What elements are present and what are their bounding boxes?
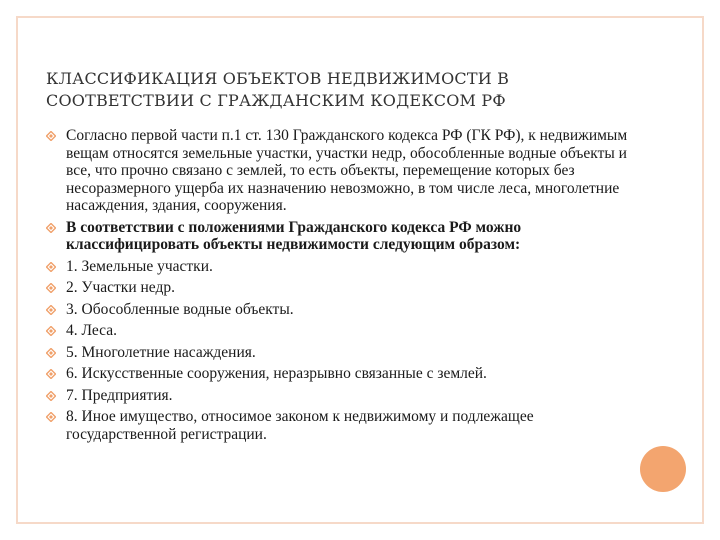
diamond-bullet-icon bbox=[46, 348, 56, 358]
bullet-item-5 bbox=[46, 344, 646, 362]
bullet-item-6 bbox=[46, 365, 646, 383]
slide-title-line-2: СООТВЕТСТВИИ С ГРАЖДАНСКИМ КОДЕКСОМ РФ bbox=[46, 91, 506, 110]
bullet-text: Согласно первой части п.1 ст. 130 Гражданского кодекса РФ (ГК РФ), к недвижимым вещам относятся земельные участки, участки недр, обособленные водные объекты и все, что прочно связано с землей, то есть объекты, перемещение которых без несоразмерного ущерба их назначению невозможно, в том числе леса, многолетние насаждения, здания, сооружения. bbox=[66, 127, 628, 214]
slide-title-line-1: КЛАССИФИКАЦИЯ ОБЪЕКТОВ НЕДВИЖИМОСТИ В bbox=[46, 69, 510, 88]
slide-title bbox=[46, 68, 646, 112]
diamond-bullet-icon bbox=[46, 223, 56, 233]
bullet-list bbox=[46, 127, 646, 447]
bullet-item-intro bbox=[46, 127, 646, 215]
bullet-text: 5. Многолетние насаждения. bbox=[66, 343, 256, 361]
bullet-text: 4. Леса. bbox=[66, 322, 117, 339]
decorative-orange-circle bbox=[640, 446, 686, 492]
bullet-text: 8. Иное имущество, относимое законом к недвижимому и подлежащее государственной регистрации. bbox=[66, 408, 534, 443]
bullet-text: В соответствии с положениями Гражданского кодекса РФ можно классифицировать объекты недвижимости следующим образом: bbox=[66, 218, 522, 253]
bullet-text: 3. Обособленные водные объекты. bbox=[66, 300, 294, 318]
bullet-text: 6. Искусственные сооружения, неразрывно связанные с землей. bbox=[66, 365, 487, 382]
diamond-bullet-icon bbox=[46, 326, 56, 336]
bullet-item-4 bbox=[46, 322, 646, 340]
bullet-item-2 bbox=[46, 279, 646, 297]
diamond-bullet-icon bbox=[46, 369, 56, 379]
bullet-item-1 bbox=[46, 258, 646, 276]
bullet-item-classification bbox=[46, 219, 646, 254]
diamond-bullet-icon bbox=[46, 283, 56, 293]
diamond-bullet-icon bbox=[46, 412, 56, 422]
diamond-bullet-icon bbox=[46, 305, 56, 315]
diamond-bullet-icon bbox=[46, 131, 56, 141]
bullet-text: 7. Предприятия. bbox=[66, 386, 173, 404]
diamond-bullet-icon bbox=[46, 262, 56, 272]
bullet-item-7 bbox=[46, 387, 646, 405]
bullet-item-8 bbox=[46, 408, 646, 443]
diamond-bullet-icon bbox=[46, 391, 56, 401]
bullet-text: 2. Участки недр. bbox=[66, 279, 175, 296]
bullet-text: 1. Земельные участки. bbox=[66, 257, 213, 275]
bullet-item-3 bbox=[46, 301, 646, 319]
